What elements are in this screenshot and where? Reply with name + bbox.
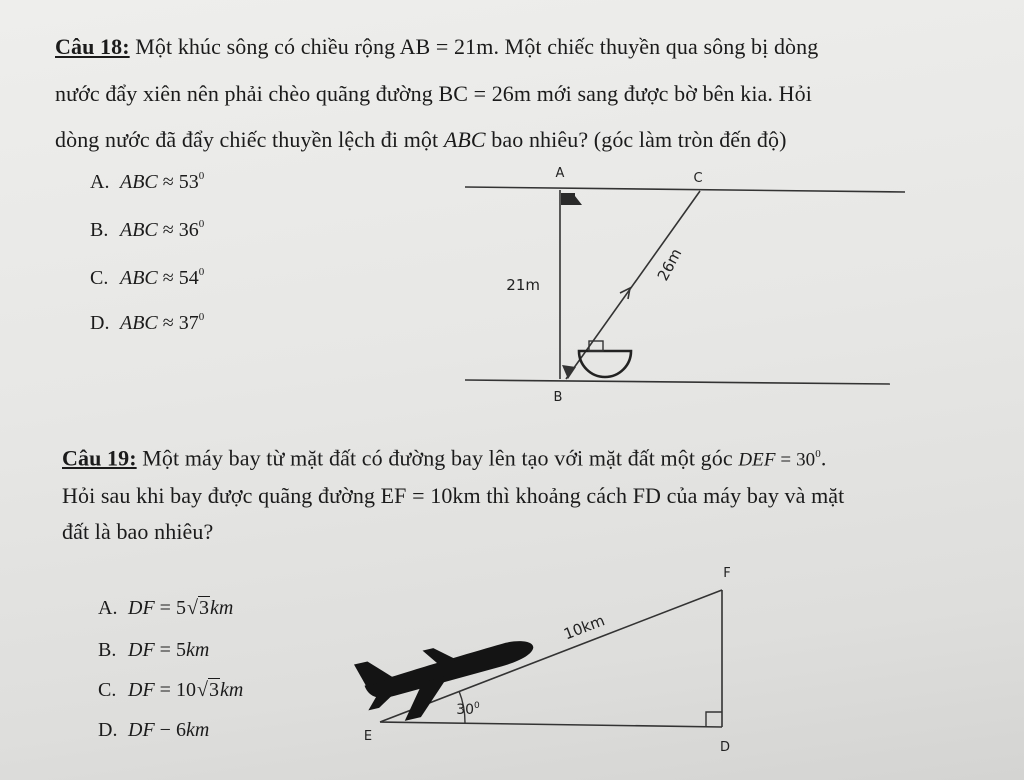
label-point-e: E xyxy=(363,729,373,744)
option-degree: 0 xyxy=(198,170,205,182)
option-value: 54 xyxy=(178,267,199,289)
question-18-angle-var: ABC xyxy=(443,127,486,152)
option-var: DF xyxy=(128,639,155,661)
option-var: ABC xyxy=(120,267,158,289)
label-point-b: B xyxy=(553,390,563,405)
option-degree: 0 xyxy=(198,218,205,230)
question-19-angle-degree: 0 xyxy=(815,448,821,460)
option-letter: C. xyxy=(98,679,117,701)
question-19-line-2 xyxy=(62,482,844,510)
option-var: DF xyxy=(128,719,155,741)
option-letter: C. xyxy=(90,267,109,289)
segment-ed xyxy=(380,722,722,727)
option-var: ABC xyxy=(120,219,158,241)
option-coefficient: 10 xyxy=(175,679,196,701)
option-unit: km xyxy=(209,597,234,619)
question-18-text-3a: dòng nước đã đẩy chiếc thuyền lệch đi một xyxy=(55,127,444,152)
angle-value: 30 xyxy=(456,702,475,718)
airplane-icon xyxy=(354,624,543,729)
option-letter: A. xyxy=(90,171,110,193)
label-point-d: D xyxy=(719,740,731,755)
river-crossing-figure xyxy=(440,160,920,410)
option-coefficient: 5 xyxy=(175,639,186,661)
label-point-c: C xyxy=(693,171,703,186)
sqrt-radicand: 3 xyxy=(208,679,219,701)
question-18-line-1 xyxy=(55,33,818,61)
label-length-bc: 26m xyxy=(653,245,686,284)
option-value: 36 xyxy=(178,219,199,241)
airplane-triangle-figure xyxy=(340,550,760,760)
option-unit: km xyxy=(219,679,244,701)
option-var: DF xyxy=(128,679,155,701)
question-19-text-1: Một máy bay từ mặt đất có đường bay lên tạo với mặt đất một góc xyxy=(136,445,739,471)
option-coefficient: 6 xyxy=(175,719,186,741)
angle-mark-b xyxy=(562,365,576,379)
label-length-ab: 21m xyxy=(506,276,540,294)
sqrt-radicand: 3 xyxy=(198,597,209,619)
option-letter: D. xyxy=(90,312,110,334)
option-value: 53 xyxy=(178,171,199,193)
question-18-line-3 xyxy=(55,126,787,154)
question-19-angle-value: = 30 xyxy=(775,449,816,471)
label-angle-e xyxy=(456,701,480,718)
small-arrow-a xyxy=(575,196,582,205)
option-degree: 0 xyxy=(198,266,205,278)
question-19-text-3: đất là bao nhiêu? xyxy=(62,519,214,544)
question-19-angle-var: DEF xyxy=(738,449,776,471)
question-19-label: Câu 19: xyxy=(62,445,137,471)
river-bank-bottom xyxy=(465,380,890,384)
option-rel: ≈ xyxy=(162,312,174,334)
question-18-text-3b: bao nhiêu? (góc làm tròn đến độ) xyxy=(485,127,787,152)
option-letter: B. xyxy=(90,219,109,241)
question-18-text-2: nước đẩy xiên nên phải chèo quãng đường BC = 26m mới sang được bờ bên kia. Hỏi xyxy=(55,81,812,106)
question-18-option-d[interactable] xyxy=(90,311,204,335)
protractor-icon xyxy=(579,351,631,377)
option-degree: 0 xyxy=(198,311,205,323)
question-18-line-2 xyxy=(55,80,812,108)
option-rel: − xyxy=(159,719,171,741)
question-19-option-a[interactable] xyxy=(98,596,233,620)
question-18-label: Câu 18: xyxy=(55,34,130,59)
sqrt-sign: √ xyxy=(196,679,208,701)
option-unit: km xyxy=(185,719,210,741)
question-19-option-d[interactable] xyxy=(98,718,209,742)
label-point-f: F xyxy=(723,566,731,581)
option-var: DF xyxy=(128,597,155,619)
right-angle-mark-d xyxy=(706,712,722,727)
option-unit: km xyxy=(185,639,210,661)
river-bank-top xyxy=(465,187,905,192)
option-letter: D. xyxy=(98,719,118,741)
option-rel: ≈ xyxy=(162,171,174,193)
option-letter: B. xyxy=(98,639,117,661)
question-19-line-3 xyxy=(62,518,213,546)
question-18-text-1: Một khúc sông có chiều rộng AB = 21m. Một chiếc thuyền qua sông bị dòng xyxy=(129,34,819,59)
question-19-period: . xyxy=(820,445,827,471)
sqrt-sign: √ xyxy=(186,597,198,619)
option-var: ABC xyxy=(120,312,158,334)
option-var: ABC xyxy=(120,171,158,193)
question-19-line-1 xyxy=(62,440,827,474)
option-rel: = xyxy=(159,679,171,701)
question-19-option-c[interactable] xyxy=(98,678,243,702)
angle-degree: 0 xyxy=(474,701,480,711)
option-rel: = xyxy=(159,639,171,661)
question-18-option-a[interactable] xyxy=(90,170,204,194)
question-18-option-c[interactable] xyxy=(90,266,204,290)
label-point-a: A xyxy=(555,166,565,181)
right-angle-mark-a xyxy=(561,193,575,205)
label-length-ef: 10km xyxy=(561,611,608,644)
question-18-option-b[interactable] xyxy=(90,218,204,242)
option-coefficient: 5 xyxy=(175,597,186,619)
question-19-text-2: Hỏi sau khi bay được quãng đường EF = 10km thì khoảng cách FD của máy bay và mặt xyxy=(62,483,845,508)
option-value: 37 xyxy=(178,312,199,334)
option-rel: ≈ xyxy=(162,267,174,289)
option-rel: = xyxy=(159,597,171,619)
option-rel: ≈ xyxy=(162,219,174,241)
question-19-option-b[interactable] xyxy=(98,638,209,662)
option-letter: A. xyxy=(98,597,118,619)
